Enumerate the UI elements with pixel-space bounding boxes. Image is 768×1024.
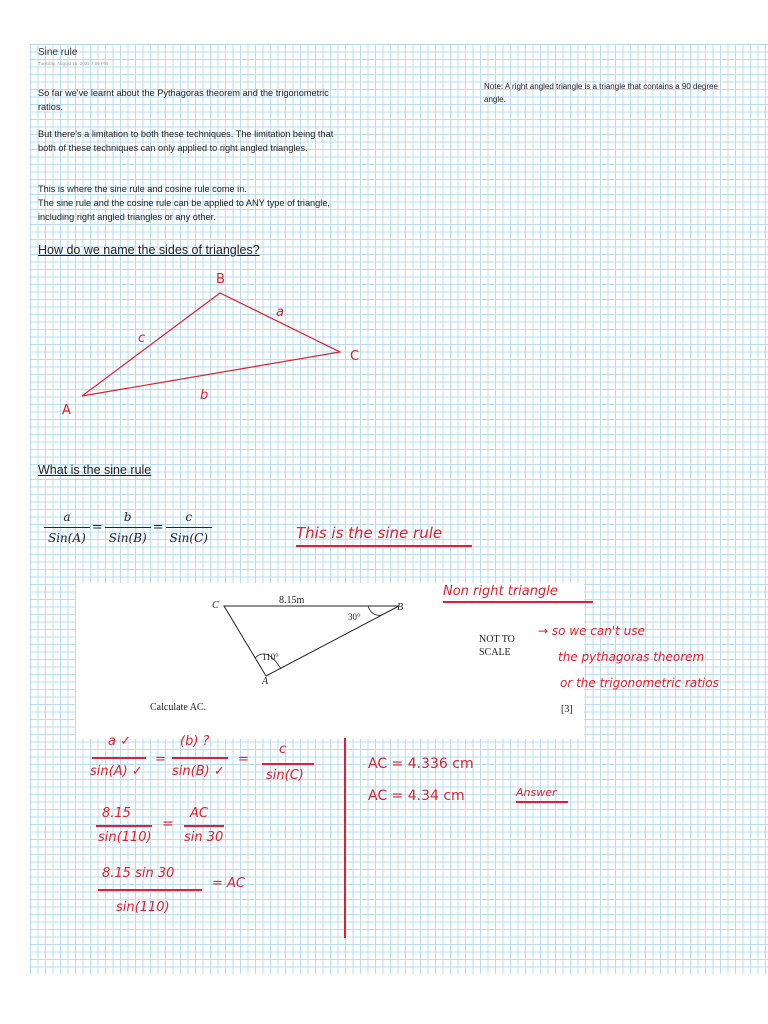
not-to-scale-1: NOT TO — [479, 634, 515, 645]
annotation-sine-rule: This is the sine rule — [296, 524, 443, 542]
hw-step1-sinC: sin(C) — [266, 768, 304, 783]
hw-step1-a: a ✓ — [108, 734, 131, 749]
fraction-a-denominator: Sin(A) — [48, 531, 86, 545]
hw-pythagoras: the pythagoras theorem — [558, 650, 705, 664]
fraction-c-numerator: c — [166, 510, 212, 528]
hw-answer-1: AC = 4.336 cm — [368, 756, 474, 772]
note-text: Note: A right angled triangle is a triangle that contains a 90 degree angle. — [484, 82, 718, 104]
hw-step2-den1: sin(110) — [98, 830, 152, 845]
hw-step1-c: c — [279, 742, 287, 757]
fraction-b-numerator: b — [105, 510, 151, 528]
vertex-label-B: B — [216, 272, 225, 287]
hw-divider — [344, 738, 346, 938]
hw-step3-result: = AC — [212, 876, 245, 891]
hw-step2-den2: sin 30 — [184, 830, 224, 845]
vertex-label-C: C — [350, 349, 360, 364]
fraction-c-denominator: Sin(C) — [169, 531, 208, 545]
side-label-b: b — [200, 388, 209, 403]
triangle-diagram — [60, 268, 380, 428]
intro-paragraph-3b: The sine rule and the cosine rule can be applied to ANY type of triangle, including right angled triangles or any other. — [38, 198, 330, 222]
hw-answer-label: Answer — [516, 786, 557, 799]
page-date: Tuesday, August 16, 2022 7:06 PM — [38, 61, 108, 66]
problem-question: Calculate AC. — [150, 702, 207, 713]
intro-paragraph-2: But there's a limitation to both these techniques. The limitation being that both of these techniques can only applied to right angled triangles. — [38, 129, 334, 153]
hw-step3-num: 8.15 sin 30 — [102, 866, 175, 881]
hw-step1-b: (b) ? — [180, 734, 210, 749]
side-length-label: 8.15m — [279, 595, 305, 606]
fraction-c — [166, 510, 212, 545]
hw-step3-den: sin(110) — [116, 900, 170, 915]
problem-triangle — [76, 583, 584, 739]
annotation-underline — [296, 545, 472, 547]
intro-paragraph-1: So far we've learnt about the Pythagoras theorem and the trigonometric ratios. — [38, 88, 329, 112]
not-to-scale-2: SCALE — [479, 647, 511, 658]
fraction-b-denominator: Sin(B) — [108, 531, 147, 545]
side-label-c: c — [138, 331, 146, 346]
intro-paragraph-3a: This is where the sine rule and cosine rule come in. — [38, 184, 247, 194]
vertex-label-A: A — [62, 403, 71, 418]
triangle-shape — [82, 293, 340, 396]
fraction-b — [105, 510, 151, 545]
heading-naming-sides: How do we name the sides of triangles? — [38, 243, 260, 257]
heading-sine-rule: What is the sine rule — [38, 463, 152, 477]
hw-step2-num1: 8.15 — [102, 806, 131, 821]
sine-rule-formula: $\frac{a}{\text{Sin(A)}}$ = $\frac{b}{\text{Sin(B)}}$ = $\frac{c}{\text{Sin(C)}}$ — [44, 510, 212, 545]
side-label-a: a — [276, 305, 284, 320]
hw-trig-ratios: or the trigonometric ratios — [560, 676, 719, 690]
exam-problem-image — [76, 583, 584, 739]
hw-non-right-triangle: Non right triangle — [443, 584, 558, 599]
fraction-a — [44, 510, 90, 545]
vertex-C: C — [212, 600, 219, 611]
vertex-A: A — [262, 676, 269, 687]
angle-A: 110° — [262, 652, 279, 662]
hw-answer-2: AC = 4.34 cm — [368, 788, 465, 804]
hw-underline-nonright — [443, 601, 593, 603]
hw-so-we-cant-use: → so we can't use — [538, 624, 645, 638]
page-title: Sine rule — [38, 47, 78, 58]
angle-B: 30° — [348, 612, 361, 622]
hw-step1-sinA: sin(A) ✓ — [90, 764, 143, 779]
hw-step1-sinB: sin(B) ✓ — [172, 764, 225, 779]
fraction-a-numerator: a — [44, 510, 90, 528]
vertex-B: B — [397, 602, 404, 613]
problem-marks: [3] — [561, 704, 573, 715]
hw-step2-num2: AC — [190, 806, 208, 821]
